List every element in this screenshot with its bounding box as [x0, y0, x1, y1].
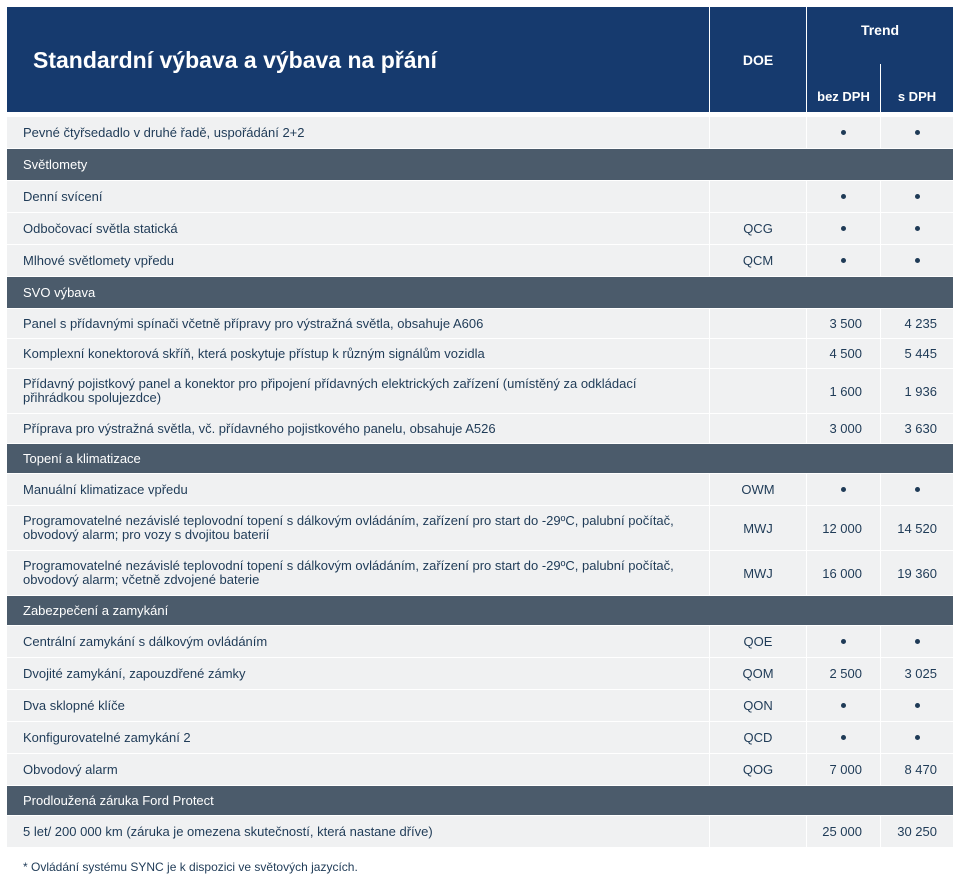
row-price-s-dph: 8 470: [881, 754, 953, 785]
row-price-bez-dph: 25 000: [807, 816, 880, 847]
table-header: [7, 7, 953, 112]
row-doe-code: QOE: [710, 626, 806, 657]
row-doe-code: [710, 816, 806, 847]
row-price-bez-dph: [807, 117, 880, 148]
table-row: [7, 816, 953, 847]
table-row: [7, 369, 953, 413]
row-price-bez-dph: 3 500: [807, 309, 880, 338]
table-row: [7, 506, 953, 550]
row-price-s-dph: [881, 245, 953, 276]
row-description: Dvojité zamykání, zapouzdřené zámky: [7, 658, 709, 689]
row-price-s-dph: 19 360: [881, 551, 953, 595]
row-description: Programovatelné nezávislé teplovodní topení s dálkovým ovládáním, zařízení pro start do -29ºC, palubní počítač, obvodový alarm; včetně zdvojené baterie: [7, 551, 709, 595]
row-price-s-dph: [881, 722, 953, 753]
row-price-bez-dph: [807, 181, 880, 212]
row-doe-code: [710, 181, 806, 212]
standard-dot-icon: [841, 258, 846, 263]
row-price-bez-dph: 1 600: [807, 369, 880, 413]
table-row: [7, 181, 953, 212]
equipment-table: [7, 7, 953, 848]
table-row: [7, 474, 953, 505]
table-row: [7, 754, 953, 785]
row-price-bez-dph: [807, 626, 880, 657]
standard-dot-icon: [841, 703, 846, 708]
row-doe-code: [710, 309, 806, 338]
column-header-bez-dph: bez DPH: [807, 64, 880, 113]
row-description: Mlhové světlomety vpředu: [7, 245, 709, 276]
row-description: Obvodový alarm: [7, 754, 709, 785]
table-row: [7, 414, 953, 443]
standard-dot-icon: [841, 735, 846, 740]
row-description: Dva sklopné klíče: [7, 690, 709, 721]
row-price-s-dph: 30 250: [881, 816, 953, 847]
row-doe-code: OWM: [710, 474, 806, 505]
table-row: [7, 551, 953, 595]
row-description: Pevné čtyřsedadlo v druhé řadě, uspořádání 2+2: [7, 117, 709, 148]
row-price-s-dph: [881, 690, 953, 721]
row-doe-code: QON: [710, 690, 806, 721]
row-price-bez-dph: 4 500: [807, 339, 880, 368]
row-price-bez-dph: [807, 690, 880, 721]
standard-dot-icon: [841, 130, 846, 135]
section-header: Topení a klimatizace: [7, 444, 953, 473]
standard-dot-icon: [915, 639, 920, 644]
row-price-s-dph: 5 445: [881, 339, 953, 368]
table-row: [7, 339, 953, 368]
table-row: [7, 658, 953, 689]
row-doe-code: [710, 117, 806, 148]
table-row: [7, 626, 953, 657]
row-description: Přídavný pojistkový panel a konektor pro připojení přídavných elektrických zařízení (umístěný za odkládací přihrádkou spolujezdce): [7, 369, 709, 413]
row-price-bez-dph: 3 000: [807, 414, 880, 443]
column-header-s-dph: s DPH: [881, 64, 953, 113]
row-price-s-dph: 1 936: [881, 369, 953, 413]
section-header: Světlomety: [7, 149, 953, 180]
footnote: * Ovládání systému SYNC je k dispozici ve světových jazycích.: [23, 860, 358, 874]
column-header-doe: DOE: [710, 7, 806, 112]
row-price-bez-dph: 12 000: [807, 506, 880, 550]
row-price-bez-dph: [807, 245, 880, 276]
row-description: Manuální klimatizace vpředu: [7, 474, 709, 505]
standard-dot-icon: [915, 130, 920, 135]
section-header: SVO výbava: [7, 277, 953, 308]
row-price-bez-dph: [807, 722, 880, 753]
standard-dot-icon: [915, 258, 920, 263]
standard-dot-icon: [841, 194, 846, 199]
row-price-s-dph: [881, 181, 953, 212]
table-body: [7, 117, 953, 847]
standard-dot-icon: [841, 226, 846, 231]
row-doe-code: [710, 369, 806, 413]
row-doe-code: [710, 414, 806, 443]
section-header: Prodloužená záruka Ford Protect: [7, 786, 953, 815]
table-row: [7, 309, 953, 338]
standard-dot-icon: [915, 703, 920, 708]
row-description: Panel s přídavnými spínači včetně přípravy pro výstražná světla, obsahuje A606: [7, 309, 709, 338]
row-price-bez-dph: [807, 474, 880, 505]
row-doe-code: MWJ: [710, 506, 806, 550]
row-doe-code: QOM: [710, 658, 806, 689]
row-price-s-dph: [881, 474, 953, 505]
row-description: Odbočovací světla statická: [7, 213, 709, 244]
table-row: [7, 213, 953, 244]
row-description: Příprava pro výstražná světla, vč. přídavného pojistkového panelu, obsahuje A526: [7, 414, 709, 443]
row-price-s-dph: 3 025: [881, 658, 953, 689]
row-doe-code: QOG: [710, 754, 806, 785]
row-price-s-dph: [881, 117, 953, 148]
row-price-bez-dph: 2 500: [807, 658, 880, 689]
standard-dot-icon: [915, 735, 920, 740]
row-price-s-dph: [881, 213, 953, 244]
row-description: Programovatelné nezávislé teplovodní topení s dálkovým ovládáním, zařízení pro start do -29ºC, palubní počítač, obvodový alarm; pro vozy s dvojitou baterií: [7, 506, 709, 550]
row-price-s-dph: 3 630: [881, 414, 953, 443]
standard-dot-icon: [841, 639, 846, 644]
standard-dot-icon: [915, 226, 920, 231]
row-description: Konfigurovatelné zamykání 2: [7, 722, 709, 753]
standard-dot-icon: [915, 194, 920, 199]
table-row: [7, 690, 953, 721]
row-doe-code: QCD: [710, 722, 806, 753]
table-row: [7, 117, 953, 148]
row-price-bez-dph: [807, 213, 880, 244]
row-price-bez-dph: 7 000: [807, 754, 880, 785]
row-doe-code: [710, 339, 806, 368]
page-title: Standardní výbava a výbava na přání: [7, 7, 709, 112]
row-description: Denní svícení: [7, 181, 709, 212]
row-description: Komplexní konektorová skříň, která poskytuje přístup k různým signálům vozidla: [7, 339, 709, 368]
table-row: [7, 722, 953, 753]
standard-dot-icon: [915, 487, 920, 492]
row-price-s-dph: 4 235: [881, 309, 953, 338]
row-description: 5 let/ 200 000 km (záruka je omezena skutečností, která nastane dříve): [7, 816, 709, 847]
column-header-trend: Trend: [807, 7, 953, 64]
section-header: Zabezpečení a zamykání: [7, 596, 953, 625]
row-doe-code: MWJ: [710, 551, 806, 595]
standard-dot-icon: [841, 487, 846, 492]
table-row: [7, 245, 953, 276]
row-description: Centrální zamykání s dálkovým ovládáním: [7, 626, 709, 657]
row-price-s-dph: [881, 626, 953, 657]
row-price-bez-dph: 16 000: [807, 551, 880, 595]
row-price-s-dph: 14 520: [881, 506, 953, 550]
row-doe-code: QCM: [710, 245, 806, 276]
row-doe-code: QCG: [710, 213, 806, 244]
